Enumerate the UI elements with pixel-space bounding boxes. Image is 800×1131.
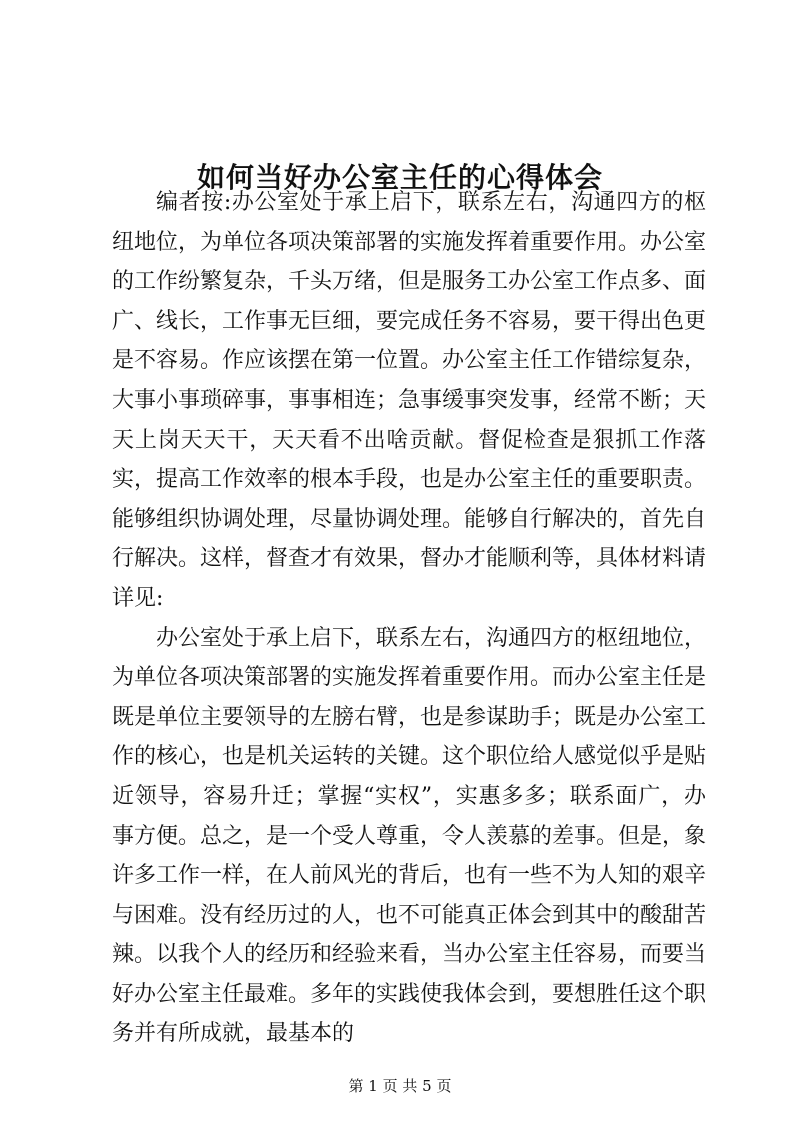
editor-note-paragraph: 编者按:办公室处于承上启下，联系左右，沟通四方的枢纽地位，为单位各项决策部署的实施发挥着重要作用。办公室的工作纷繁复杂，千头万绪，但是服务工办公室工作点多、面广、线长，工作事无巨细，要完成任务不容易，要干得出色更是不容易。作应该摆在第一位置。办公室主任工作错综复杂，大事小事琐碎事，事事相连；急事缓事突发事，经常不断；天天上岗天天干，天天看不出啥贡献。督促检查是狠抓工作落实，提高工作效率的根本手段，也是办公室主任的重要职责。能够组织协调处理，尽量协调处理。能够自行解决的，首先自行解决。这样，督查才有效果，督办才能顺利等，具体材料请详见:	[112, 190, 707, 611]
page-title: 如何当好办公室主任的心得体会	[196, 160, 603, 194]
document-body	[112, 183, 706, 1054]
page-footer: 第 1 页 共 5 页	[348, 1077, 452, 1095]
body-paragraph: 办公室处于承上启下，联系左右，沟通四方的枢纽地位，为单位各项决策部署的实施发挥着重要作用。而办公室主任是既是单位主要领导的左膀右臂，也是参谋助手；既是办公室工作的核心，也是机关运转的关键。这个职位给人感觉似乎是贴近领导，容易升迁；掌握“实权”，实惠多多；联系面广，办事方便。总之，是一个受人尊重，令人羡慕的差事。但是，象许多工作一样，在人前风光的背后，也有一些不为人知的艰辛与困难。没有经历过的人，也不可能真正体会到其中的酸甜苦辣。以我个人的经历和经验来看，当办公室主任容易，而要当好办公室主任最难。多年的实践使我体会到，要想胜任这个职务并有所成就，最基本的	[112, 625, 707, 1047]
